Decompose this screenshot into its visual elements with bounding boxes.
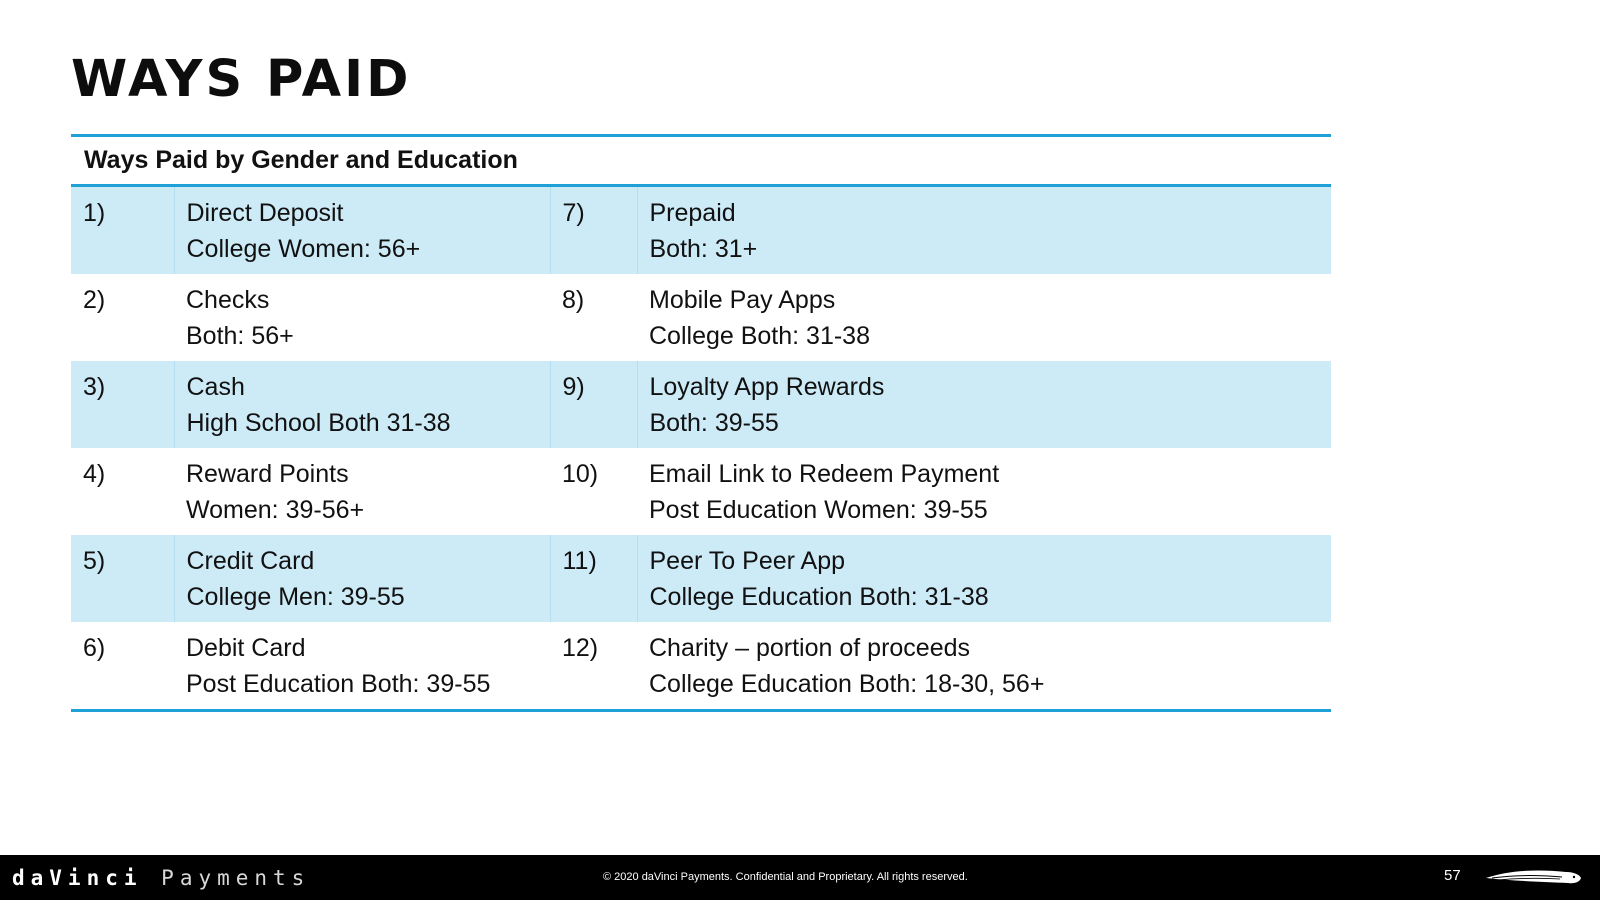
page-number: 57 [1444,867,1461,884]
rank-cell: 12) [562,634,599,662]
method-detail: College Both: 31-38 [649,322,870,350]
rank-cell: 7) [550,187,637,274]
method-name: Prepaid [649,199,736,227]
method-detail: Both: 31+ [649,235,758,263]
method-name: Credit Card [186,547,315,575]
table-row [71,448,1331,535]
method-name: Reward Points [186,460,349,488]
method-name: Email Link to Redeem Payment [649,460,1000,488]
method-name: Mobile Pay Apps [649,286,836,314]
method-cell [174,361,550,448]
method-cell [174,448,550,535]
slide-title: WAYS PAID [71,50,412,109]
copyright-notice: © 2020 daVinci Payments. Confidential and Proprietary. All rights reserved. [603,871,968,883]
method-detail: College Education Both: 18-30, 56+ [649,670,1045,698]
rank-cell: 9) [550,361,637,448]
rank-cell: 5) [71,535,174,622]
method-detail: College Education Both: 31-38 [649,583,989,611]
method-name: Peer To Peer App [649,547,846,575]
table-caption: Ways Paid by Gender and Education [71,137,1331,187]
brand-wordmark [12,866,310,890]
rank-cell: 11) [550,535,637,622]
brand-name: daVinci [12,866,143,890]
method-detail: Both: 39-55 [649,409,779,437]
brand-suffix: Payments [161,866,311,890]
rank-cell: 10) [562,460,599,488]
rank-cell: 8) [562,286,585,314]
ways-paid-grid [71,187,1331,709]
rank-cell: 1) [71,187,174,274]
footer-bar [0,855,1600,900]
method-detail: Post Education Women: 39-55 [649,496,988,524]
method-cell [637,448,1331,535]
method-cell [174,187,550,274]
method-cell [637,535,1331,622]
bird-wing-icon [1484,866,1584,890]
method-name: Debit Card [186,634,306,662]
method-cell [637,361,1331,448]
method-name: Direct Deposit [186,199,344,227]
method-cell [637,622,1331,709]
table-row [71,274,1331,361]
table-row [71,622,1331,709]
method-name: Charity – portion of proceeds [649,634,971,662]
method-cell [637,274,1331,361]
rank-cell: 6) [83,634,106,662]
ways-paid-table [71,134,1331,712]
method-detail: High School Both 31-38 [186,409,451,437]
method-name: Loyalty App Rewards [649,373,885,401]
method-name: Checks [186,286,270,314]
table-row [71,361,1331,448]
method-detail: Both: 56+ [186,322,294,350]
method-name: Cash [186,373,245,401]
table-row [71,535,1331,622]
method-cell [174,622,550,709]
method-detail: Women: 39-56+ [186,496,365,524]
rank-cell: 2) [83,286,106,314]
method-detail: College Men: 39-55 [186,583,405,611]
rank-cell: 4) [83,460,106,488]
method-cell [174,535,550,622]
method-cell [637,187,1331,274]
method-detail: Post Education Both: 39-55 [186,670,491,698]
method-cell [174,274,550,361]
method-detail: College Women: 56+ [186,235,421,263]
table-row [71,187,1331,274]
rank-cell: 3) [71,361,174,448]
